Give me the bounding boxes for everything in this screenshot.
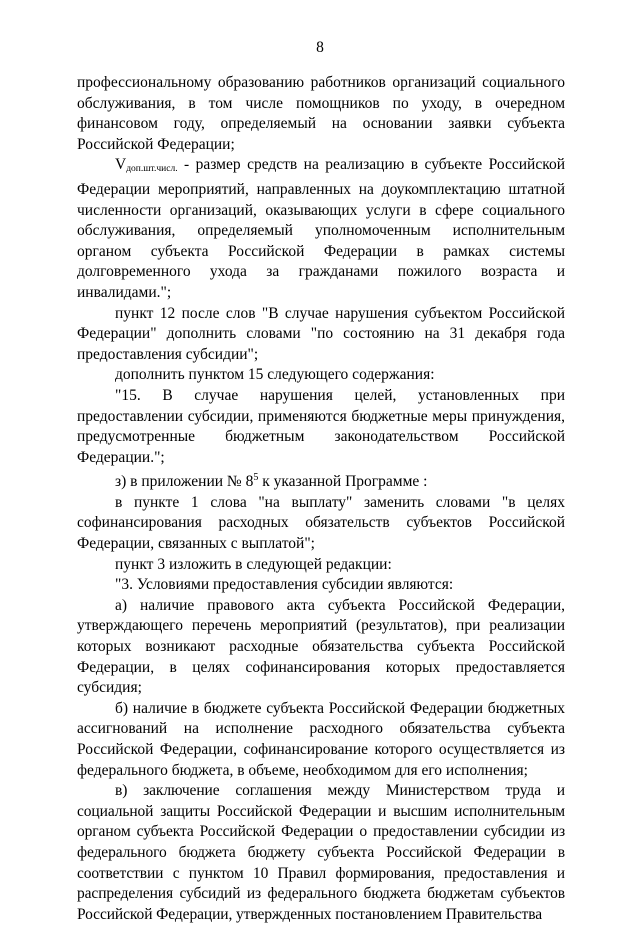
formula-description: - размер средств на реализацию в субъекте Российской Федерации мероприятий, направленных на доукомплектацию штатной численности организаций, оказывающих услуги в сфере социального обслуживания, определяемый уполномоченным исполнительным органом субъекта Российской Федерации в рамках системы долговременного ухода за гражданами пожилого возраста и инвалидами."; [77, 156, 565, 301]
paragraph-condition-b: б) наличие в бюджете субъекта Российской Федерации бюджетных ассигнований на исполнение расходного обязательства субъекта Российской Федерации, софинансирование которого осуществляется из федерального бюджета, в объеме, необходимом для его исполнения; [77, 699, 565, 779]
appendix-text-after: к указанной Программе : [258, 473, 428, 491]
paragraph-condition-a: а) наличие правового акта субъекта Российской Федерации, утверждающего перечень мероприятий (результатов), при реализации которых возникают расходные обязательства субъекта Российской Федерации, в целях софинансирования которых предоставляется субсидия; [77, 596, 565, 697]
paragraph-conditions-intro: "3. Условиями предоставления субсидии являются: [115, 576, 454, 594]
paragraph-continuation: профессиональному образованию работников организаций социального обслуживания, в том числе помощников по уходу, в очередном финансовом году, определяемый на основании заявки субъекта Российской Федерации; [77, 74, 565, 153]
paragraph-appendix-reference [77, 468, 565, 493]
paragraph-formula-definition [77, 155, 565, 303]
paragraph-condition-c: в) заключение соглашения между Министерством труда и социальной защиты Российской Федерации и высшим исполнительным органом субъекта Российской Федерации о предоставлении субсидии из федерального бюджета бюджету субъекта Российской Федерации в соответствии с пунктом 10 Правил формирования, предоставления и распределения субсидий из федерального бюджета бюджетам субъектов Российской Федерации, утвержденных постановлением Правительства [77, 782, 565, 923]
appendix-superscript: 5 [253, 472, 259, 484]
appendix-text-before: з) в приложении № 8 [115, 473, 254, 491]
paragraph-add-item-15: дополнить пунктом 15 следующего содержания: [115, 366, 435, 384]
paragraph-item-15-text: "15. В случае нарушения целей, установленных при предоставлении субсидии, применяются бюджетные меры принуждения, предусмотренные бюджетным законодательством Российской Федерации."; [77, 386, 565, 466]
paragraph-item-1-amendment: в пункте 1 слова "на выплату" заменить словами "в целях софинансирования расходных обязательств субъектов Российской Федерации, связанных с выплатой"; [77, 493, 565, 553]
formula-symbol: V [115, 156, 127, 174]
formula-subscript: доп.шт.числ. [126, 164, 178, 175]
document-body [77, 73, 565, 925]
paragraph-item-12-amendment: пункт 12 после слов "В случае нарушения субъектом Российской Федерации" дополнить словами "по состоянию на 31 декабря года предоставления субсидии"; [77, 304, 565, 363]
page-number: 8 [316, 39, 324, 56]
paragraph-item-3-heading: пункт 3 изложить в следующей редакции: [115, 555, 392, 573]
